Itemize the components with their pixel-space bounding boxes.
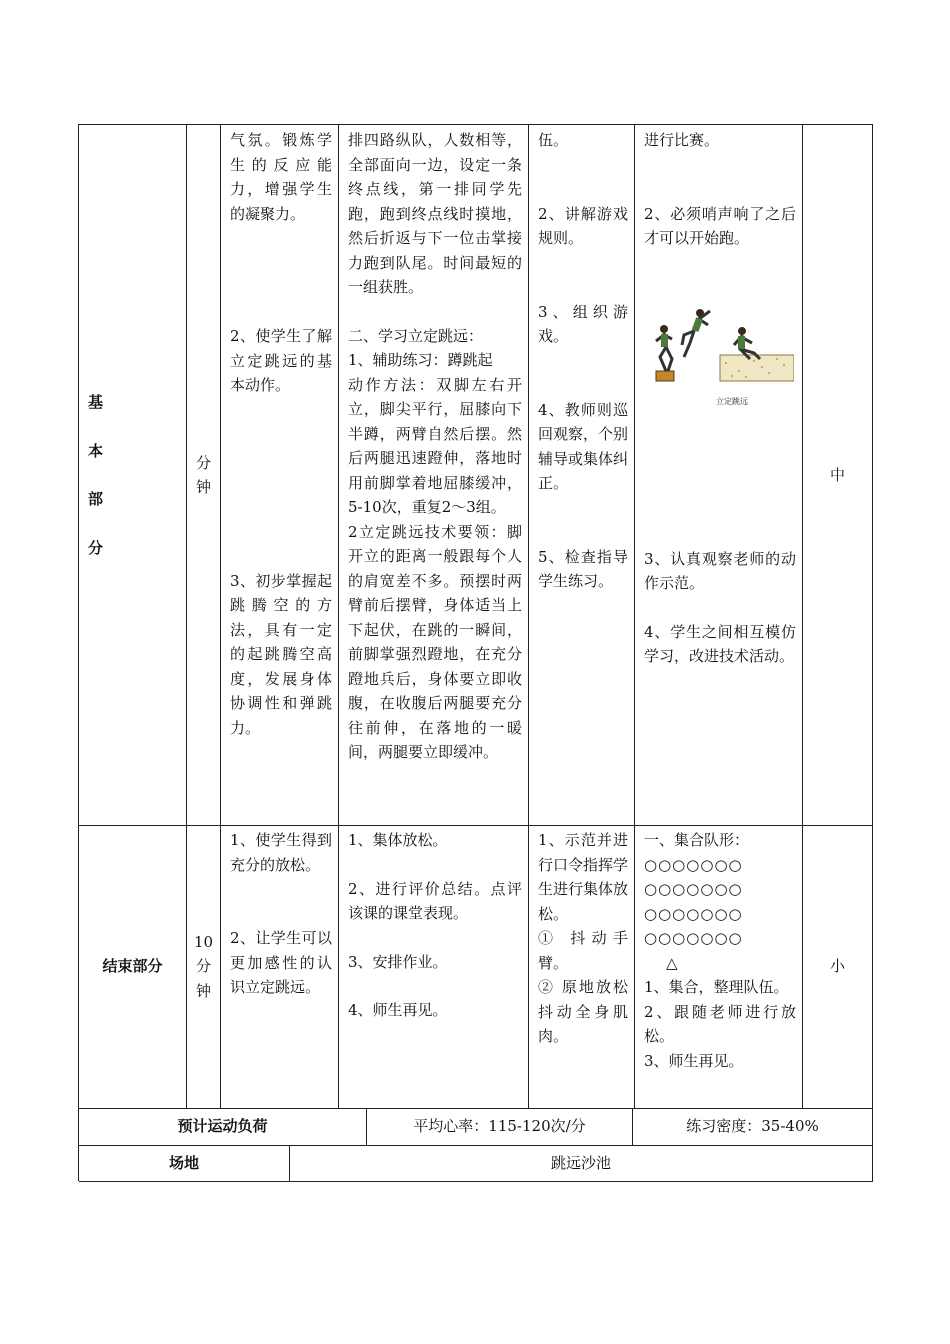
content-text: 2、进行评价总结。点评该课的课堂表现。 bbox=[348, 879, 522, 922]
ending-content-cell bbox=[339, 825, 529, 1108]
basic-teacher-cell bbox=[529, 125, 635, 825]
basic-intensity-cell bbox=[803, 125, 873, 825]
goal-text: 2、使学生了解立定跳远的基本动作。 bbox=[230, 327, 332, 394]
venue-row bbox=[79, 1145, 873, 1181]
load-label: 预计运动负荷 bbox=[177, 1117, 268, 1136]
teacher-text: ② 原地放松抖动全身肌肉。 bbox=[538, 978, 628, 1045]
heart-rate-cell bbox=[367, 1108, 633, 1145]
load-label-cell bbox=[79, 1108, 367, 1145]
content-text: 1、辅助练习：蹲跳起 bbox=[348, 351, 493, 369]
time-char: 钟 bbox=[195, 981, 211, 1000]
ending-student-cell bbox=[635, 825, 803, 1108]
exercise-load-row bbox=[79, 1108, 873, 1145]
teacher-text: ① 抖动手臂。 bbox=[538, 929, 628, 972]
student-text: 2、必须哨声响了之后才可以开始跑。 bbox=[644, 204, 796, 247]
student-text: 1、集合，整理队伍。 bbox=[644, 978, 789, 996]
basic-student-cell bbox=[635, 125, 803, 825]
time-char: 分 bbox=[195, 957, 211, 976]
ending-section-text: 结束部分 bbox=[102, 957, 163, 976]
student-text: 2、跟随老师进行放松。 bbox=[644, 1002, 796, 1045]
ending-section-label bbox=[79, 825, 187, 1108]
goal-text: 气氛。锻炼学生的反应能力，增强学生的凝聚力。 bbox=[230, 131, 332, 223]
lesson-plan-table bbox=[78, 124, 873, 1181]
content-text: 4、师生再见。 bbox=[348, 1001, 448, 1019]
teacher-text: 5、检查指导学生练习。 bbox=[538, 547, 628, 590]
venue-label-cell bbox=[79, 1145, 290, 1181]
table-bottom-border bbox=[79, 1181, 873, 1182]
content-text: 排四路纵队，人数相等，全部面向一边，设定一条终点线，第一排同学先跑，跑到终点线时摸地，然后折返与下一位击掌接力跑到队尾。时间最短的一组获胜。 bbox=[348, 131, 522, 296]
ending-part-row bbox=[79, 825, 873, 1108]
student-text: 3、师生再见。 bbox=[644, 1051, 744, 1070]
standing-long-jump-illustration bbox=[644, 301, 796, 411]
section-char: 分 bbox=[88, 538, 104, 557]
content-text: 动作方法：双脚左右开立，脚尖平行，屈膝向下半蹲，两臂自然后摆。然后两腿迅速蹬伸，落地时用前脚掌着地屈膝缓冲，5-10次，重复2～3组。 bbox=[348, 375, 522, 516]
teacher-text: 3、组织游戏。 bbox=[538, 302, 628, 345]
basic-part-row bbox=[79, 125, 873, 825]
student-text: 进行比赛。 bbox=[644, 131, 720, 149]
goal-text: 3、初步掌握起跳腾空的方法，具有一定的起跳腾空高度，发展身体协调性和弹跳力。 bbox=[230, 571, 332, 737]
venue-value-cell bbox=[290, 1145, 873, 1181]
time-char: 钟 bbox=[195, 478, 211, 496]
goal-text: 1、使学生得到充分的放松。 bbox=[230, 831, 332, 874]
venue-label: 场地 bbox=[168, 1153, 199, 1172]
ending-goals-cell bbox=[221, 825, 339, 1108]
basic-section-label bbox=[79, 125, 187, 825]
student-text: 4、学生之间相互模仿学习，改进技术活动。 bbox=[644, 622, 796, 665]
teacher-position-triangle: △ bbox=[666, 953, 678, 972]
formation-title: 一、集合队形： bbox=[644, 831, 750, 849]
ending-teacher-cell bbox=[529, 825, 635, 1108]
density-value: 练习密度：35-40% bbox=[686, 1117, 819, 1136]
section-char: 部 bbox=[88, 490, 104, 508]
venue-value: 跳远沙池 bbox=[550, 1153, 611, 1172]
time-char: 分 bbox=[195, 453, 211, 472]
goal-text: 2、让学生可以更加感性的认识立定跳远。 bbox=[230, 929, 332, 996]
long-jump-drawing bbox=[644, 301, 794, 409]
formation-row: ○○○○○○○ bbox=[644, 855, 743, 874]
ending-time-cell bbox=[187, 825, 221, 1108]
content-text: 1、集体放松。 bbox=[348, 831, 448, 849]
formation-row: ○○○○○○○ bbox=[644, 880, 743, 898]
time-char: 10 bbox=[193, 932, 214, 951]
teacher-text: 伍。 bbox=[538, 131, 569, 149]
section-char: 本 bbox=[88, 441, 104, 460]
intensity-value: 中 bbox=[829, 465, 845, 484]
density-cell bbox=[633, 1108, 873, 1145]
ending-intensity-cell bbox=[803, 825, 873, 1108]
intensity-value: 小 bbox=[829, 957, 845, 976]
section-char: 基 bbox=[88, 393, 104, 411]
illustration-caption: 立定跳远 bbox=[716, 396, 748, 406]
student-text: 3、认真观察老师的动作示范。 bbox=[644, 549, 796, 592]
content-text: 3、安排作业。 bbox=[348, 952, 448, 971]
teacher-text: 4、教师则巡回观察，个别辅导或集体纠正。 bbox=[538, 400, 629, 492]
formation-row: ○○○○○○○ bbox=[644, 904, 743, 923]
basic-time-cell bbox=[187, 125, 221, 825]
teacher-text: 2、讲解游戏规则。 bbox=[538, 204, 628, 247]
basic-goals-cell bbox=[221, 125, 339, 825]
content-text: 二、学习立定跳远： bbox=[348, 326, 484, 345]
teacher-text: 1、示范并进行口令指挥学生进行集体放松。 bbox=[538, 831, 629, 923]
formation-row: ○○○○○○○ bbox=[644, 929, 743, 947]
basic-content-cell bbox=[339, 125, 529, 825]
heart-rate-value: 平均心率：115-120次/分 bbox=[413, 1117, 586, 1136]
content-text: 2立定跳远技术要领：脚开立的距离一般跟每个人的肩宽差不多。预摆时两臂前后摆臂，身体适当上下起伏，在跳的一瞬间，前脚掌强烈蹬地，在充分蹬地兵后，身体要立即收腹，在收腹后两腿要充分往前伸，在落地的一暖间，两腿要立即缓冲。 bbox=[348, 522, 522, 761]
